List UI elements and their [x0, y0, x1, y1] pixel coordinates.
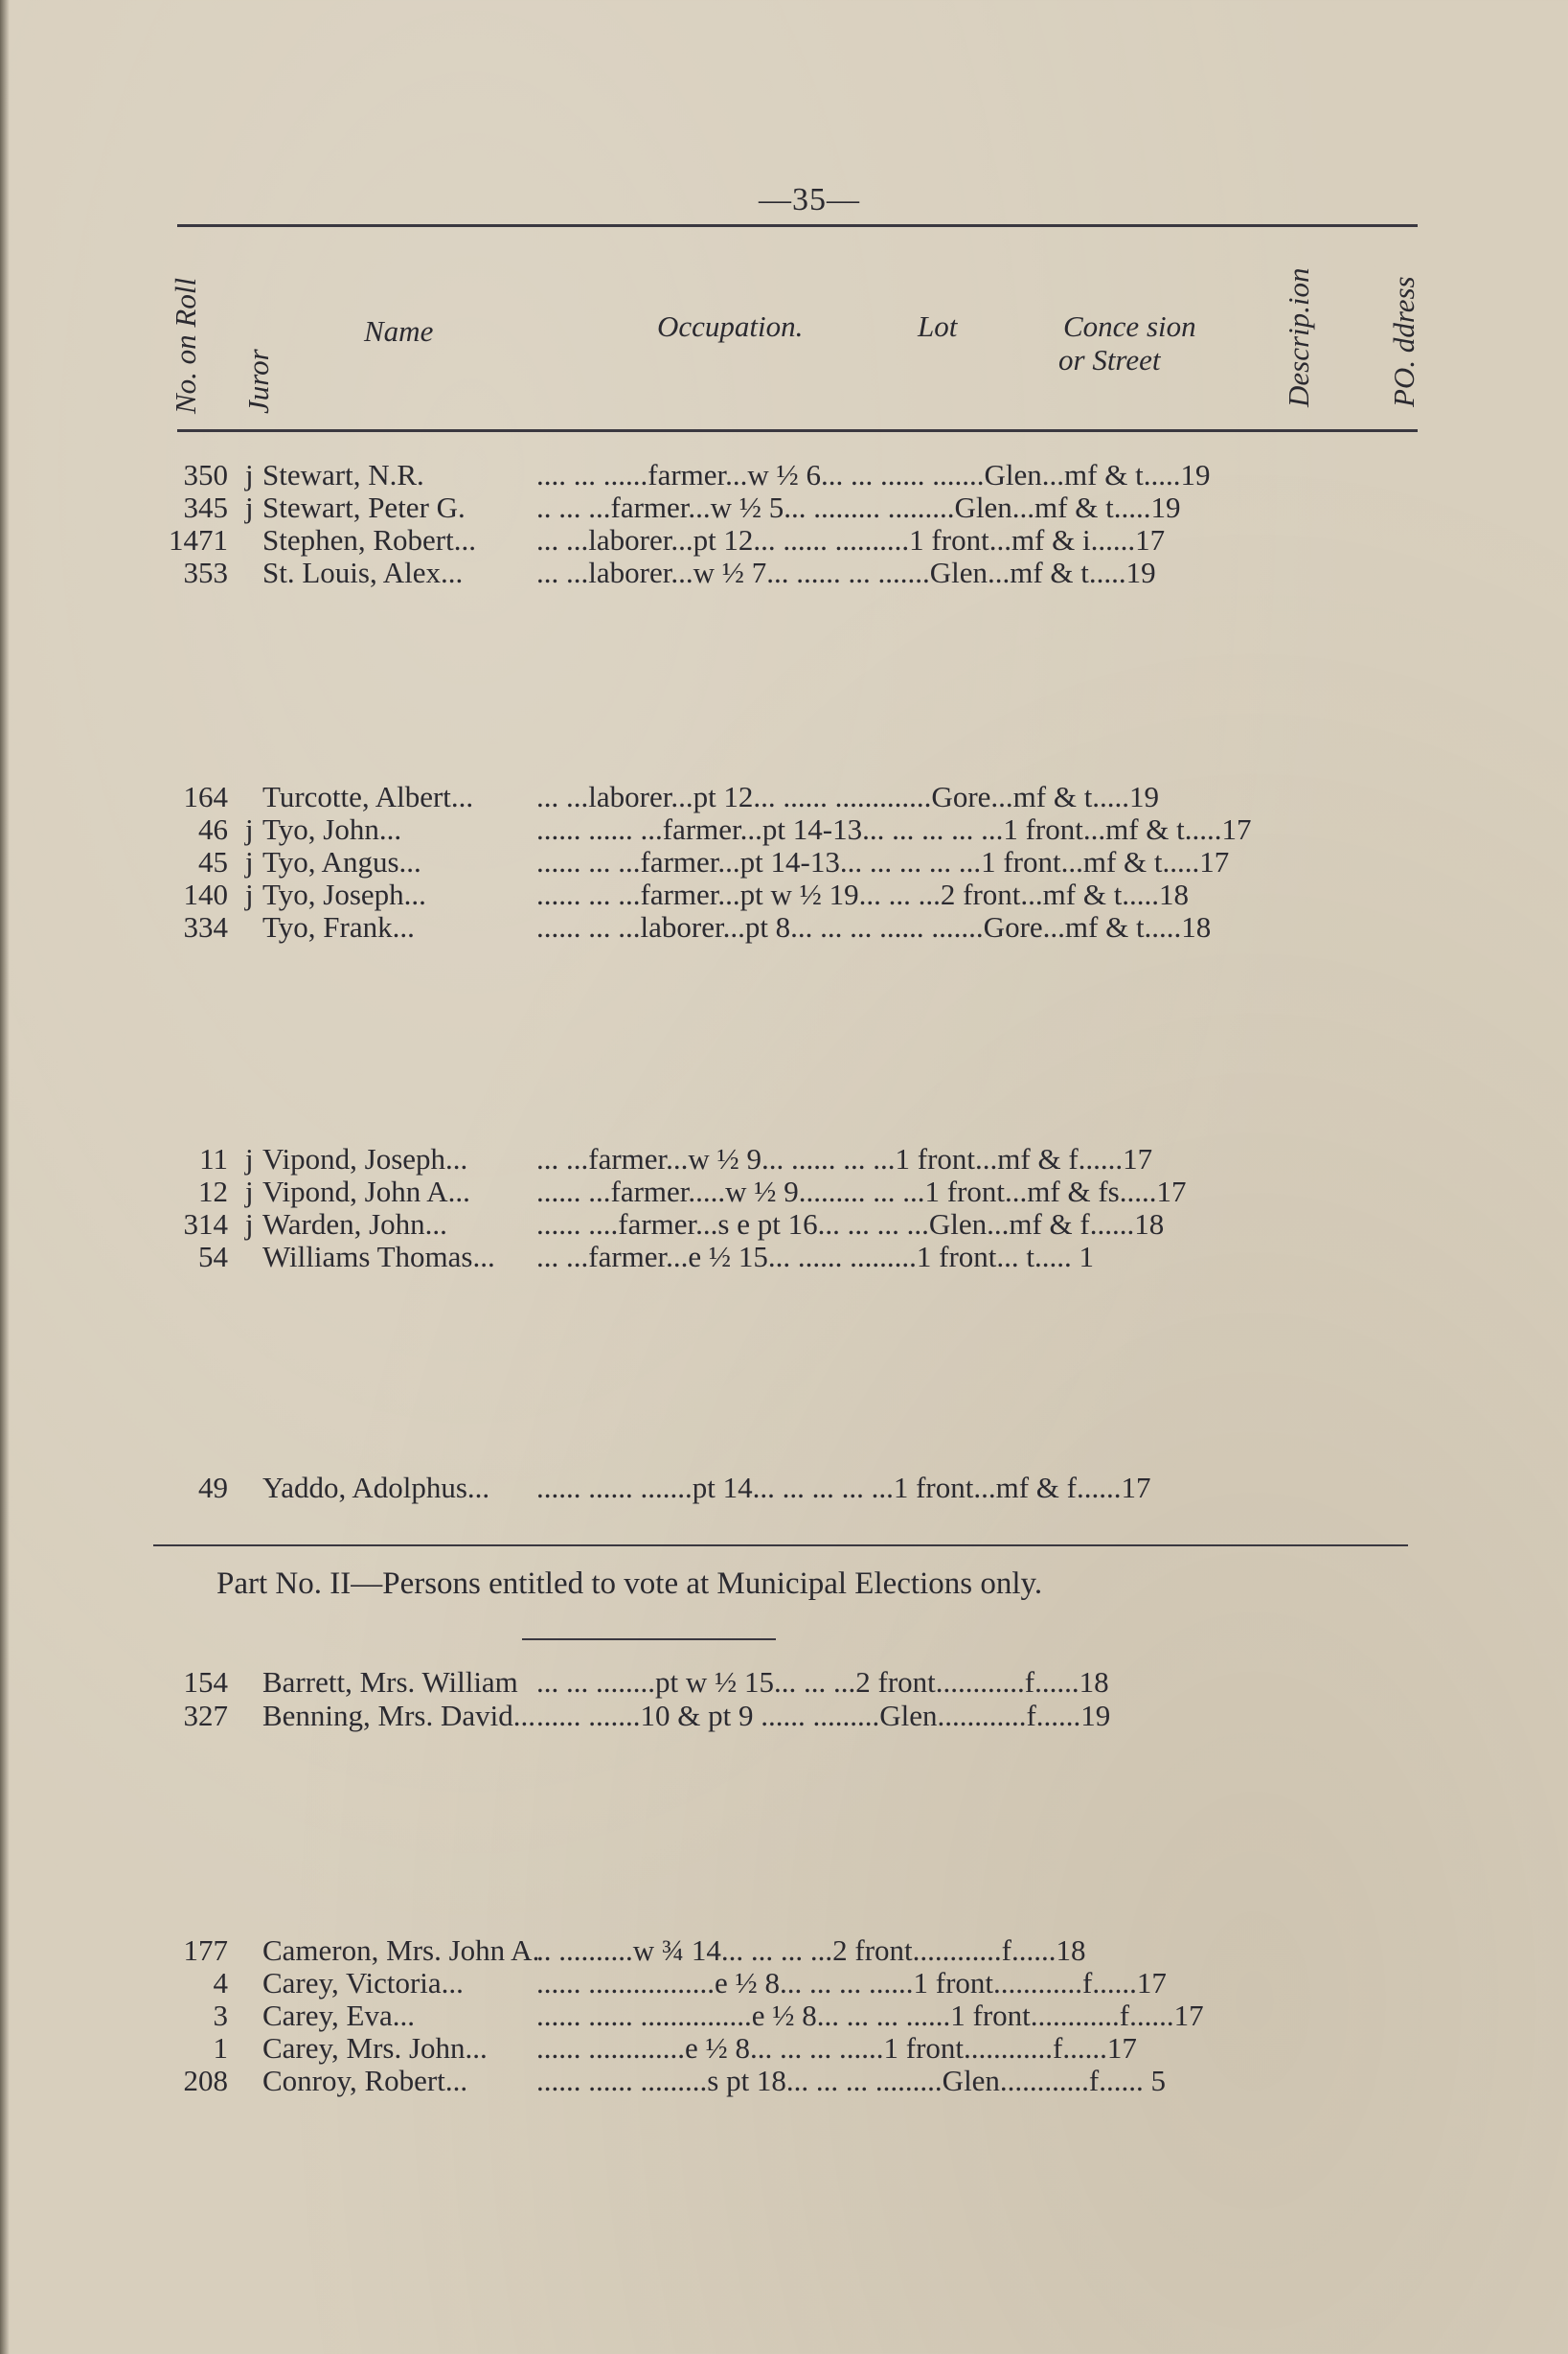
entry-details: ... ...laborer...pt 12... ...... .............Gore...mf & t.....19	[536, 780, 1160, 813]
roll-entry	[153, 1207, 1413, 1242]
header-concession-line1: Conce sion	[1063, 309, 1196, 343]
roll-entry	[153, 2031, 1413, 2066]
roll-number: 345	[183, 491, 228, 524]
header-description: Descrip.ion	[1282, 267, 1315, 407]
roll-entry	[153, 1175, 1413, 1209]
roll-entry	[153, 780, 1413, 814]
entry-details: .. ... ...farmer...w ½ 5... ......... .........Glen...mf & t.....19	[536, 491, 1181, 524]
voter-name: Barrett, Mrs. William	[262, 1665, 518, 1699]
roll-number: 49	[198, 1471, 228, 1504]
entry-details: ...... ... ...farmer...pt 14-13... ... ... ... ...1 front...mf & t.....17	[536, 845, 1230, 879]
voter-name: Tyo, Angus...	[262, 845, 421, 879]
voter-name: Stewart, Peter G.	[262, 491, 466, 524]
roll-entry	[153, 556, 1413, 590]
juror-mark: j	[245, 1175, 254, 1208]
roll-entry	[153, 910, 1413, 945]
roll-number: 11	[199, 1142, 228, 1176]
roll-entry	[153, 1933, 1413, 1968]
voter-name: Carey, Victoria...	[262, 1966, 464, 2000]
roll-entry	[153, 1999, 1413, 2033]
voter-name: Williams Thomas...	[262, 1240, 495, 1273]
juror-mark: j	[245, 1142, 254, 1176]
roll-number: 4	[213, 1966, 228, 2000]
part2-title: Part No. II—Persons entitled to vote at Municipal Elections only.	[216, 1566, 1043, 1601]
voter-name: Yaddo, Adolphus...	[262, 1471, 490, 1504]
header-concession-line2: or Street	[1058, 343, 1161, 377]
voter-name: Turcotte, Albert...	[262, 780, 474, 813]
roll-number: 140	[183, 878, 228, 911]
juror-mark: j	[245, 845, 254, 879]
voter-name: Tyo, John...	[262, 812, 402, 846]
entry-details: ... ...farmer...w ½ 9... ...... ... ...1 front...mf & f......17	[536, 1142, 1153, 1176]
roll-number: 1	[213, 2031, 228, 2065]
entry-details: ... ... ........pt w ½ 15... ... ...2 front............f......18	[536, 1665, 1109, 1699]
page-number: —35—	[759, 182, 860, 217]
entry-details: ...... .............e ½ 8... ... ... ......1 front............f......17	[536, 2031, 1137, 2065]
voter-name: Vipond, John A...	[262, 1175, 470, 1208]
page-edge-shadow	[0, 0, 10, 2354]
roll-entry	[153, 1966, 1413, 2000]
roll-number: 177	[183, 1933, 228, 1967]
entry-details: ...... .................e ½ 8... ... ... ......1 front............f......17	[536, 1966, 1167, 2000]
roll-entry	[153, 1142, 1413, 1177]
header-lot: Lot	[918, 309, 958, 343]
voter-name: Benning, Mrs. David...	[262, 1699, 536, 1732]
voter-name: Tyo, Joseph...	[262, 878, 426, 911]
roll-number: 12	[198, 1175, 228, 1208]
entry-details: ... ...farmer...e ½ 15... ...... .........1 front... t..... 1	[536, 1240, 1095, 1273]
entry-details: ... ...laborer...pt 12... ...... ..........1 front...mf & i......17	[536, 523, 1166, 557]
juror-mark: j	[245, 812, 254, 846]
voter-name: Warden, John...	[262, 1207, 447, 1241]
entry-details: ...... ...... ...farmer...pt 14-13... ... ... ... ...1 front...mf & t.....17	[536, 812, 1252, 846]
part2-divider-rule	[153, 1544, 1408, 1546]
voter-name: St. Louis, Alex...	[262, 556, 464, 589]
entry-details: ...... ....farmer...s e pt 16... ... ... ...Glen...mf & f......18	[536, 1207, 1165, 1241]
juror-mark: j	[245, 491, 254, 524]
entry-details: .... ... ......farmer...w ½ 6... ... ...... .......Glen...mf & t.....19	[536, 458, 1211, 491]
roll-entry	[153, 1699, 1413, 1733]
roll-number: 208	[183, 2064, 228, 2097]
roll-number: 164	[183, 780, 228, 813]
voter-name: Vipond, Joseph...	[262, 1142, 468, 1176]
roll-number: 54	[198, 1240, 228, 1273]
voter-name: Stewart, N.R.	[262, 458, 424, 491]
roll-number: 350	[183, 458, 228, 491]
roll-entry	[153, 878, 1413, 912]
roll-number: 154	[183, 1665, 228, 1699]
entry-details: ...... ...... .......pt 14... ... ... ... ...1 front...mf & f......17	[536, 1471, 1151, 1504]
roll-entry	[153, 1665, 1413, 1700]
entry-details: ...... ... ...laborer...pt 8... ... ... ...... .......Gore...mf & t.....18	[536, 910, 1212, 944]
roll-entry	[153, 491, 1413, 525]
header-no-on-roll: No. on Roll	[169, 277, 202, 414]
roll-number: 334	[183, 910, 228, 944]
entry-details: ...... .......10 & pt 9 ...... .........Glen............f......19	[536, 1699, 1111, 1732]
header-top-rule	[177, 224, 1418, 227]
header-bottom-rule	[177, 429, 1418, 432]
roll-entry	[153, 1471, 1413, 1505]
roll-entry	[153, 845, 1413, 880]
voter-name: Stephen, Robert...	[262, 523, 476, 557]
roll-number: 327	[183, 1699, 228, 1732]
header-po-address: PO. ddress	[1387, 276, 1420, 407]
roll-entry	[153, 523, 1413, 558]
roll-number: 314	[183, 1207, 228, 1241]
entry-details: ...... ...... .........s pt 18... ... ... .........Glen............f...... 5	[536, 2064, 1167, 2097]
entry-details: ...... ... ...farmer...pt w ½ 19... ... ...2 front...mf & t.....18	[536, 878, 1190, 911]
roll-number: 45	[198, 845, 228, 879]
juror-mark: j	[245, 458, 254, 491]
part2-title-underline	[522, 1638, 776, 1640]
juror-mark: j	[245, 878, 254, 911]
entry-details: ...... ...... ...............e ½ 8... ... ... ......1 front............f......17	[536, 1999, 1204, 2032]
entry-details: .. ..........w ¾ 14... ... ... ...2 front............f......18	[536, 1933, 1086, 1967]
entry-details: ... ...laborer...w ½ 7... ...... ... .......Glen...mf & t.....19	[536, 556, 1156, 589]
voter-name: Cameron, Mrs. John A.	[262, 1933, 540, 1967]
roll-entry	[153, 1240, 1413, 1274]
roll-entry	[153, 458, 1413, 492]
roll-entry	[153, 2064, 1413, 2098]
header-occupation: Occupation.	[657, 309, 804, 343]
header-juror: Juror	[241, 349, 275, 414]
roll-number: 3	[213, 1999, 228, 2032]
voter-name: Carey, Eva...	[262, 1999, 415, 2032]
voter-name: Carey, Mrs. John...	[262, 2031, 488, 2065]
voter-name: Tyo, Frank...	[262, 910, 415, 944]
roll-entry	[153, 812, 1413, 847]
entry-details: ...... ...farmer.....w ½ 9......... ... ...1 front...mf & fs.....17	[536, 1175, 1187, 1208]
roll-number: 46	[198, 812, 228, 846]
juror-mark: j	[245, 1207, 254, 1241]
roll-number: 353	[183, 556, 228, 589]
header-name: Name	[364, 314, 434, 348]
roll-number: 1471	[169, 523, 228, 557]
voter-name: Conroy, Robert...	[262, 2064, 468, 2097]
